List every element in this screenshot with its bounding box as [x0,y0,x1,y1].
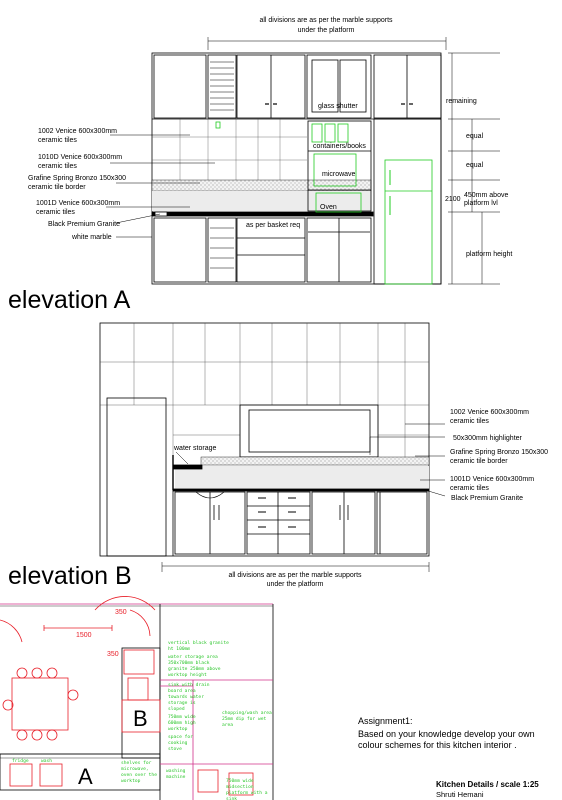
label-water-storage: water storage [174,445,217,452]
label-b-tile-1001d-b: ceramic tiles [450,485,489,492]
plan-note: cooking [168,741,188,746]
plan-note: midsection [226,785,254,790]
plan-dim-350a: 350 [115,609,127,616]
plan-note: 750mm wide [168,715,196,720]
label-b-highlighter: 50x300mm highlighter [453,435,522,442]
elevation-a-title: elevation A [8,286,131,314]
plan-fridge: fridge [12,759,29,764]
dim-platform: platform height [466,251,513,258]
dim-above-1: 450mm above [464,192,509,199]
footer-author: Shruti Hemani [436,790,484,799]
plan-label-a: A [78,764,93,789]
label-tile-1001d-b: ceramic tiles [36,209,75,216]
plan-note: sink [226,797,238,800]
assignment-text-1: Based on your knowledge develop your own [358,729,535,739]
label-tile-1002: 1002 Venice 600x300mm [38,128,117,135]
assignment-title: Assignment1: [358,716,413,726]
elevation-b-title: elevation B [8,562,132,590]
elevation-a-top-note-1: all divisions are as per the marble supports [259,17,393,24]
plan-note: 350x700mm black [168,661,210,666]
elevation-a [152,37,446,284]
plan-note: storage is [168,701,196,706]
plan-note: chopping/wash area [222,711,272,716]
label-marble: white marble [72,234,112,241]
label-tile-1010d-b: ceramic tiles [38,163,77,170]
label-border-b: ceramic tile border [28,184,86,191]
dim-equal-1: equal [466,133,484,140]
label-b-granite: Black Premium Granite [451,495,523,502]
plan-note: platform with a [226,791,268,796]
plan-note: worktop [121,779,141,784]
plan-note: space for [168,735,193,740]
plan-note: granite 250mm above [168,667,221,672]
label-b-tile-1002-b: ceramic tiles [450,418,489,425]
label-granite: Black Premium Granite [48,221,120,228]
label-tile-1002-b: ceramic tiles [38,137,77,144]
plan-note: 600mm high [168,721,196,726]
assignment-text-2: colour schemes for this kitchen interior . [358,740,517,750]
dim-equal-2: equal [466,162,484,169]
plan-note: stove [168,747,182,752]
label-b-tile-1002: 1002 Venice 600x300mm [450,409,529,416]
elevation-b-bottom-note-2: under the platform [266,581,324,588]
elevation-b-bottom-note-1: all divisions are as per the marble supports [228,572,362,579]
plan-note: oven over the [121,773,157,778]
plan-note: microwave, [121,767,149,772]
plan-wash: wash [41,759,53,764]
dim-remaining: remaining [446,98,477,105]
label-microwave: microwave [322,171,356,178]
elevation-b [100,323,429,556]
plan-note: washing [166,769,186,774]
plan-note: sloped [168,707,185,712]
dim-above-2: platform lvl [464,200,498,207]
plan-note: area [222,723,234,728]
plan-note: sink with drain [168,683,210,688]
label-b-border-b: ceramic tile border [450,458,508,465]
plan-label-b: B [133,706,148,731]
label-oven: Oven [320,204,337,211]
footer-title: Kitchen Details / scale 1:25 [436,780,539,789]
plan-note: vertical black granite [168,641,229,646]
dim-height: 2100 [445,196,461,203]
plan-note: 750mm wide [226,779,254,784]
plan-note: shelves for [121,761,152,766]
plan-note: 25mm dip for wet [222,717,267,722]
label-tile-1001d: 1001D Venice 600x300mm [36,200,121,207]
label-b-tile-1001d: 1001D Venice 600x300mm [450,476,535,483]
elevation-a-top-note-2: under the platform [297,27,355,34]
plan-note: towards water [168,695,204,700]
plan-note: board area [168,689,196,694]
label-containers: containers/books [313,143,366,150]
plan-dim-350b: 350 [107,651,119,658]
label-tile-1010d: 1010D Venice 600x300mm [38,154,123,161]
plan-dim-1500: 1500 [76,632,92,639]
label-b-border: Grafine Spring Bronzo 150x300 [450,449,549,456]
plan-note: water storage area [168,655,218,660]
label-basket: as per basket req [246,222,301,229]
plan-note: ht 100mm [168,647,191,652]
label-border: Grafine Spring Bronzo 150x300 [28,175,127,182]
plan-note: worktop height [168,673,207,678]
plan-note: machine [166,775,186,780]
label-glass-shutter: glass shutter [318,103,358,110]
plan-note: worktop [168,727,188,732]
